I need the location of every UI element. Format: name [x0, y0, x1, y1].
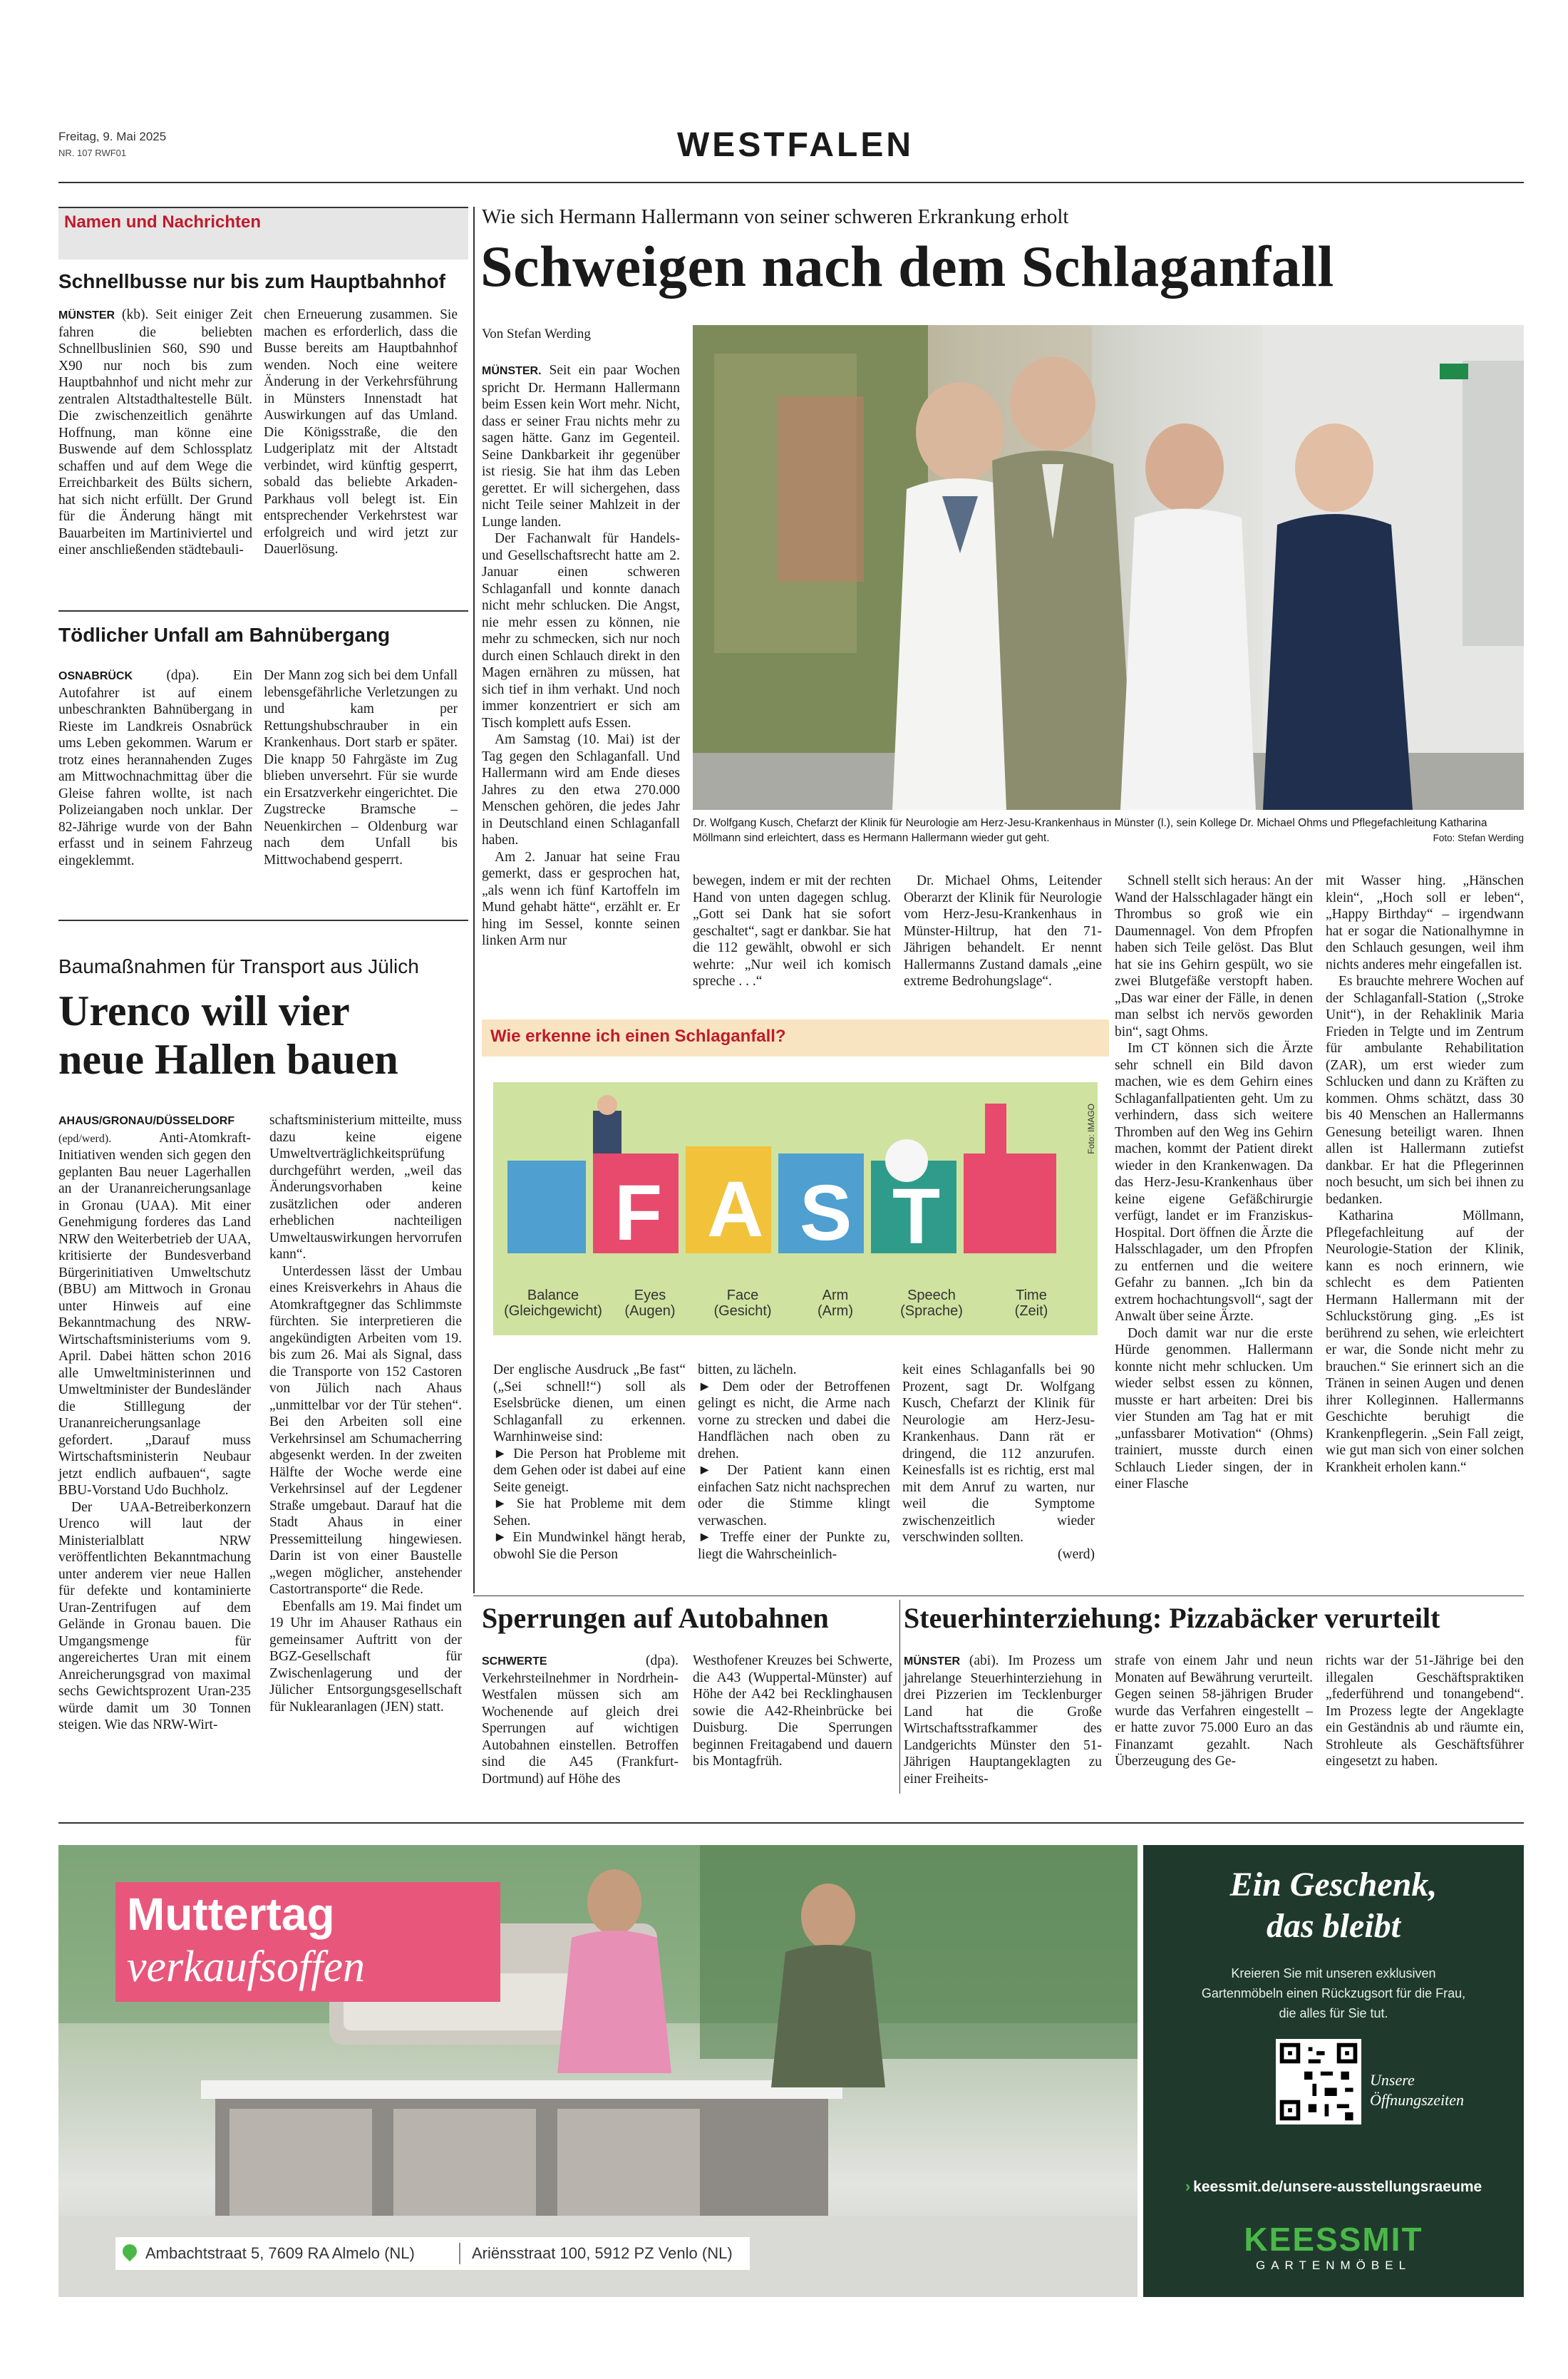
infobox [482, 1019, 1109, 1590]
pizza-text3: richts war der 51-Jährige bei den illegalen Geschäftspraktiken „federführend und tonangebend“. Im Prozess legte der Angeklagte ein Geständnis ab und räumte ein, Strohleute als Geschäftsführer eingesetzt zu haben. [1326, 1653, 1524, 1769]
bullet-icon: ► [698, 1530, 712, 1545]
urenco-agency: (epd/werd). [58, 1132, 112, 1145]
fast-label-time [985, 1288, 1078, 1319]
autobahn-text1: Verkehrsteilnehmer in Nordrhein-Westfalen müssen sich am Wochenende auf gleich drei Sperrungen auf wichtigen Autobahnen einstellen. Betroffen sind die A45 (Frankfurt-Dortmund) auf Höhe des [482, 1670, 679, 1787]
pizza-agency: (abi). [969, 1653, 999, 1668]
lead-text4: mit Wasser hing. „Hänschen klein“, „Hoch soll er leben“, „Happy Birthday“ – irgendwann hat er sogar die Nationalhymne in den Schlauch gesungen, weil ihm nichts anderes mehr eingefallen ist. [1326, 873, 1524, 972]
lead-text3b: Im CT können sich die Ärzte sehr schnell ein Bild davon machen, wie es dem Gehirn eines Schlaganfallpatienten geht. Um zu verhindern, dass sich weitere Thromben auf den Weg ins Gehirn machen, kommt der Patient direkt wieder in den Krankenwagen. Da das Herz-Jesu-Krankenhaus über keine eigene Gefäßchirurgie verfügt, landet er im Franziskus-Hospital. Dort öffnen die Ärzte die Halsschlagader, um den Pfropfen zu entfernen und die weitere Gefahr zu bannen. „Ich bin da extrem hochachtungsvoll“, sagt der Anwalt über seine Ärzte. [1115, 1041, 1313, 1324]
urenco-text1: Anti-Atomkraft-Initiativen wenden sich gegen den geplanten Bau neuer Lagerhallen an der Urananreicherungsanlage in Gronau (UAA). Mit einer Genehmigung forderes das Land NRW den Weiterbetrieb der UAA, kritisierte der Bundesverband Bürgerinitiativen Umweltschutz (BBU) am Mittwoch in Gronau unter Hinweis auf eine Bekanntmachung des NRW-Wirtschaftsministeriums vom 9. April. Dabei hätten schon 2016 alle Umweltministerinnen und Umweltminister der Bundesländer die Stilllegung der Urananreicherungsanlage gefordert. „Darauf muss Wirtschaftsministerin Neubaur jetzt endlich aufbauen“, sagte BBU-Vorstand Udo Buchholz. [58, 1130, 251, 1498]
lead-headline: Schweigen nach dem Schlaganfall [480, 234, 1334, 299]
ad-qr-label: Unsere Öffnungszeiten [1370, 2071, 1464, 2109]
urenco-headline-2: neue Hallen bauen [58, 1036, 398, 1083]
urenco-kicker: Baumaßnahmen für Transport aus Jülich [58, 955, 419, 977]
ad-link[interactable] [1143, 2177, 1524, 2196]
story1-col2 [264, 307, 458, 558]
fast-label-speech-en: Speech [907, 1288, 956, 1303]
infobox-col3 [902, 1362, 1095, 1563]
infobox-signature: (werd) [1058, 1546, 1095, 1562]
ad-headline-2: das bleibt [1267, 1907, 1401, 1945]
story2-dateline: OSNABRÜCK [58, 670, 133, 682]
autobahn-text2: Westhofener Kreuzes bei Schwerte, die A43 (Wuppertal-Münster) auf Höhe der A42 bei Recklinghausen sowie die A42-Rheinbrücke bei Duisburg. Die Sperrungen beginnen Freitagabend und dauern bis Montagfrüh. [693, 1653, 892, 1769]
story2-col2 [264, 667, 458, 868]
lead-text0: Seit ein paar Wochen spricht Dr. Hermann Hallermann beim Essen kein Wort mehr. Nicht, dass er seiner Frau nichts mehr zu sagen hätte. Ganz im Gegenteil. Seine Dankbarkeit ihr gegenüber ist riesig. Sie hat ihm das Leben gerettet. Er will sichergehen, dass nicht Teile seiner Mahlzeit in der Lunge landen. [482, 363, 681, 530]
story1-text2: chen Erneuerung zusammen. Sie machen es erforderlich, dass die Busse bereits am Hauptbahnhof wenden. Noch eine weitere Änderung in der Verkehrsführung in Münsters Innenstadt hat Auswirkungen auf das Umland. Die Königsstraße, die den Ludgeriplatz mit der Altstadt verbindet, wird künftig gesperrt, sobald das beliebte Arkaden-Parkhaus voll belegt ist. Ein entsprechender Verkehrstest war erfolgreich und wird jetzt zur Dauerlösung. [264, 307, 458, 557]
lead-text3: Schnell stellt sich heraus: An der Wand der Halsschlagader hängt ein Thrombus so groß wie ein Daumennagel. Von dem Pfropfen haben sich Teile gelöst. Das Blut hat sie ins Gehirn gespült, wo sie zwei Blutgefäße verstopft haben. „Das war einer der Fälle, in denen man selbst ich nervös geworden bin“, sagt Ohms. [1115, 873, 1313, 1039]
pizza-text2: strafe von einem Jahr und neun Monaten auf Bewährung verurteilt. Gegen seinen 58-jährigen Bruder wurde das Verfahren eingestellt – er hatte zuvor 75.000 Euro an das Finanzamt gezahlt. Nach Überzeugung des Ge- [1115, 1653, 1313, 1769]
story2-col1 [58, 667, 252, 869]
bullet-icon: ► [493, 1496, 507, 1511]
fast-graphic [493, 1082, 1098, 1335]
urenco-dateline: AHAUS/GRONAU/DÜSSELDORF [58, 1115, 235, 1127]
lead-col3 [1115, 873, 1313, 1493]
pizza-col2 [1115, 1653, 1313, 1770]
ad-link-text: keessmit.de/unsere-ausstellungsraeume [1193, 2179, 1482, 2195]
fast-label-time-de: (Zeit) [1014, 1303, 1048, 1319]
fast-label-arm [793, 1288, 878, 1319]
issue-number: NR. 107 RWF01 [58, 148, 127, 158]
fast-label-face [700, 1288, 785, 1319]
story2-agency: (dpa). [166, 668, 200, 683]
infobox-col2 [698, 1362, 890, 1563]
bullet-icon: ► [493, 1446, 507, 1461]
location-pin-icon [120, 2241, 140, 2261]
autobahn-dateline: SCHWERTE [482, 1655, 547, 1668]
story1-headline: Schnellbusse nur bis zum Hauptbahnhof [58, 270, 445, 292]
infobox-title: Wie erkenne ich einen Schlaganfall? [490, 1027, 786, 1046]
lead-col2 [904, 873, 1102, 990]
fast-letter-a: A [707, 1166, 764, 1253]
lead-text0b: Der Fachanwalt für Handels- und Gesellschaftsrecht hatte am 2. Januar einen schweren Schlaganfall und konnte danach nicht mehr schlucken. Die Angst, nie mehr essen zu können, nie mehr zu schmecken, sich nur noch durch einen Schlauch direkt in den Magen ernähren zu müssen, hat sich tief in ihm verhakt. Und noch immer konzentriert er sich am Tisch komplett aufs Essen. [482, 531, 680, 731]
ad-badge-line1: Muttertag [127, 1889, 335, 1940]
fast-label-eyes-de: (Augen) [624, 1303, 676, 1319]
lead-col4 [1326, 873, 1524, 1476]
lead-text3c: Doch damit war nur die erste Hürde genommen. Hallermann konnte nicht mehr schlucken. Um wieder selbst essen zu können, musste er hart arbeiten: Drei bis vier Stunden am Tag hat er mit „unfassbarer Motivation“ (Ohms) trainiert, musste durch einen Schlauch Lieder singen, der in einer Flasche [1115, 1325, 1313, 1491]
ad-rule [58, 1822, 1524, 1824]
infobox-text3: keit eines Schlaganfalls bei 90 Prozent, sagt Dr. Wolfgang Kusch, Chefarzt der Klinik für Neurologie am Herz-Jesu-Krankenhaus. Dann rät er dringend, die 112 anzurufen. Keinesfalls ist es richtig, erst mal mit dem Anruf zu warten, nur weil die Symptome zwischenzeitlich wieder verschwinden sollten. [902, 1362, 1095, 1545]
pizza-dateline: MÜNSTER [904, 1655, 961, 1668]
urenco-text2c: Ebenfalls am 19. Mai findet um 19 Uhr im Ahauser Rathaus ein gemeinsamer Auftritt von der BGZ-Gesellschaft für Zwischenlagerung und der Jülicher Entsorgungsgesellschaft für Nuklearanlagen (JEN) statt. [269, 1598, 462, 1715]
ad-body-text: Kreieren Sie mit unseren exklusiven Gartenmöbeln einen Rückzugsort für die Frau, die alles für Sie tut. [1201, 1966, 1466, 2020]
bullet-icon: ► [493, 1530, 507, 1545]
qr-code-icon [1276, 2039, 1361, 2124]
infobox-bullet-6: Treffe einer der Punkte zu, liegt die Wahrscheinlich- [698, 1530, 890, 1562]
infobox-title-bar [482, 1019, 1109, 1057]
ad-address-2: Ariënsstraat 100, 5912 PZ Venlo (NL) [472, 2244, 733, 2262]
fast-label-balance [503, 1288, 603, 1319]
bullet-icon: ► [698, 1379, 712, 1394]
ad-badge-line2: verkaufsoffen [127, 1943, 366, 1991]
pizza-col1 [904, 1653, 1102, 1787]
urenco-text2b: Unterdessen lässt der Umbau eines Kreisverkehrs in Ahaus die Atomkraftgegner das Schlimmste fürchten. Sie interpretieren die angekündigten Arbeiten vom 19. bis zum 26. Mai als Signal, dass die Transporte von 152 Castoren von Jülich nach Ahaus „unmittelbar vor der Tür stehen“. Bei den Arbeiten soll eine Verkehrsinsel am Schumacherring abgesenkt werden. In der zweiten Hälfte der Woche werde eine Verkehrsinsel auf der Legdener Straße umgebaut. Darauf hat die Stadt Ahaus in einer Pressemitteilung hingewiesen. Darin ist von einer Baustelle „wegen möglicher, anstehender Castortransporte“ die Rede. [269, 1263, 462, 1597]
lead-text2: Dr. Michael Ohms, Leitender Oberarzt der Klinik für Neurologie vom Herz-Jesu-Krankenhaus in Münster-Hiltrup, hat den 71-Jährigen behandelt. Er nennt Hallermanns Zustand damals „eine extreme Bedrohungslage“. [904, 873, 1102, 989]
pizza-col3 [1326, 1653, 1524, 1770]
ad-panel [1143, 1845, 1524, 2297]
fast-label-balance-en: Balance [527, 1288, 579, 1303]
lead-col1 [693, 873, 891, 990]
story1-text1: Seit einiger Zeit fahren die beliebten Schnellbuslinien S60, S90 und X90 nur noch bis zum Hauptbahnhof und nicht mehr zur zentralen Altstadthaltestelle Bült. Die zwischenzeitlich genährte Hoffnung, man könne eine Buswende auf dem Schlossplatz schaffen und auf dem Wege die Erreichbarkeit des Bülts sichern, hat sich nicht erfüllt. Der Grund für die Änderung hängt mit Bauarbeiten im Martiniviertel und einer anschließenden städtebauli- [58, 307, 252, 558]
lead-text4c: Katharina Möllmann, Pflegefachleitung auf der Neurologie-Station der Klinik, kann es noch erinnern, wie schlecht es dem Patienten Hermann Hallermann mit der Schluckstörung ging. „Es ist berührend zu sehen, wie erleichtert er war, die Sonde nicht mehr zu brauchen.“ Sie erinnert sich an die Tränen in seinen Augen und denen ihrer Kolleginnen. Hallermanns Geschichte beruhigt die Krankenpflegerin. „Sein Fall zeigt, wie gut man sich von einer solchen Krankheit erholen kann.“ [1326, 1208, 1524, 1475]
ad-photo [58, 1845, 1138, 2297]
fast-label-time-en: Time [1016, 1288, 1047, 1303]
story2-text1: Ein Autofahrer ist auf einem unbeschrankten Bahnübergang in Rieste im Landkreis Osnabrück ums Leben gekommen. Warum er trotz eines herannahenden Zuges am Mittwochnachmittag über die Gleise fahren wollte, ist nach Polizeiangaben noch unklar. Der 82-Jährige wurde von der Bahn erfasst und in seinem Fahrzeug eingeklemmt. [58, 668, 252, 868]
section-title: WESTFALEN [677, 126, 914, 164]
fast-label-speech-de: (Sprache) [900, 1303, 963, 1319]
qr-code[interactable] [1276, 2039, 1361, 2124]
fast-letter-f: F [614, 1169, 663, 1257]
autobahn-col2 [693, 1653, 892, 1770]
story1-agency: (kb). [122, 307, 149, 322]
photo-illustration [693, 325, 1524, 810]
autobahn-headline: Sperrungen auf Autobahnen [482, 1602, 829, 1634]
fast-label-arm-de: (Arm) [817, 1303, 853, 1319]
fast-letter-t: T [892, 1173, 941, 1260]
pizza-text1: Im Prozess um jahrelange Steuerhinterziehung in drei Pizzerien im Tecklenburger Land hat die Große Wirtschaftsstrafkammer des Landgerichts Münster den 51-Jährigen Hauptangeklagten zu einer Freiheits- [904, 1653, 1103, 1787]
lead-photo-caption: Dr. Wolfgang Kusch, Chefarzt der Klinik für Neurologie am Herz-Jesu-Krankenhaus in Münster (l.), sein Kollege Dr. Michael Ohms und Pflegefachleitung Katharina Möllmann sind erleichtert, dass es Hermann Hallermann wieder gut geht. [693, 817, 1487, 844]
fast-label-eyes [607, 1288, 693, 1319]
infobox-text2: bitten, zu lächeln. [698, 1362, 797, 1377]
story2-headline: Tödlicher Unfall am Bahnübergang [58, 624, 391, 646]
lead-photo-credit: Foto: Stefan Werding [1433, 833, 1524, 843]
ad-headline-1: Ein Geschenk, [1229, 1866, 1438, 1903]
lead-dateline: MÜNSTER. [482, 365, 542, 377]
infobox-photo-credit: Foto: IMAGO [1086, 1104, 1096, 1154]
infobox-bullet-3: Ein Mundwinkel hängt herab, obwohl Sie die Person [493, 1530, 686, 1562]
infobox-bullet-4: Dem oder der Betroffenen gelingt es nicht, die Arme nach vorne zu strecken und dabei die Handflächen nach oben zu drehen. [698, 1379, 890, 1461]
sidebar-title: Namen und Nachrichten [64, 212, 262, 232]
address-separator [459, 2243, 460, 2264]
bullet-icon: ► [698, 1463, 712, 1478]
story1-col1 [58, 307, 252, 559]
infobox-bullet-2: Sie hat Probleme mit dem Sehen. [493, 1496, 686, 1528]
sidebar-title-box [58, 207, 468, 260]
urenco-col2 [269, 1112, 462, 1715]
ad-brand: KEESSMIT [1244, 2221, 1423, 2258]
story1-dateline: MÜNSTER [58, 309, 115, 322]
lead-text4b: Es brauchte mehrere Wochen auf der Schlaganfall-Station („Stroke Unit“), in der Rehaklinik Maria Frieden in Telgte und im Zentrum für ambulante Rehabilitation (ZAR), um erst wieder zum Schlucken und dann zu Kräften zu kommen. Ohms schätzt, dass 30 bis 40 Menschen an Hallermanns Genesung beteiligt waren. Ihnen allen ist Hallermann zutiefst dankbar. Er hat die Pflegerinnen noch besucht, um sich bei ihnen zu bedanken. [1326, 974, 1524, 1207]
header-rule [58, 182, 1524, 183]
infobox-bullet-1: Die Person hat Probleme mit dem Gehen oder ist dabei auf eine Seite geneigt. [493, 1446, 686, 1495]
urenco-headline-1: Urenco will vier [58, 987, 350, 1034]
lead-kicker: Wie sich Hermann Hallermann von seiner schweren Erkrankung erholt [482, 205, 1069, 228]
infobox-text1: Der englische Ausdruck „Be fast“ („Sei schnell!“) soll als Eselsbrücke dienen, um einen Schlaganfall zu erkennen. Warnhinweise sind: [493, 1362, 686, 1444]
infobox-col1 [493, 1362, 686, 1563]
lead-text0d: Am 2. Januar hat seine Frau gemerkt, dass er gesprochen hat, „als wenn ich fünf Kartoffeln im Mund gehabt hätte“, erzählt er. Er hing im Sessel, konnte seinen linken Arm nur [482, 849, 680, 948]
ad-badge [115, 1882, 500, 2002]
fast-letter-s: S [800, 1169, 852, 1257]
ad-brand-sub: GARTENMÖBEL [1255, 2259, 1412, 2272]
story2-rule [58, 920, 468, 921]
fast-label-speech [885, 1288, 978, 1319]
fast-label-face-en: Face [726, 1288, 759, 1303]
urenco-text1b: Der UAA-Betreiberkonzern Urenco will laut der Ministerialblatt NRW veröffentlichten Bekanntmachung unter anderem vier neue Hallen für defekte und kontaminierte Uran-Zentrifugen auf dem Gelände in Gronau bauen. Die Umgangsmenge für angereichertes Uran mit einem Anreicherungsgrad von maximal sechs Gewichtsprozent Uran-235 würde damit um 30 Tonnen steigen. Wie das NRW-Wirt- [58, 1499, 251, 1732]
lead-col0 [482, 362, 680, 950]
urenco-col1 [58, 1112, 251, 1734]
lead-byline: Von Stefan Werding [482, 327, 591, 341]
column-divider [473, 207, 475, 1593]
issue-date: Freitag, 9. Mai 2025 [58, 130, 167, 143]
ad-address-bar [115, 2237, 750, 2270]
story2-text2: Der Mann zog sich bei dem Unfall lebensgefährliche Verletzungen zu und kam per Rettungshubschrauber in ein Krankenhaus. Dort starb er später. Die knapp 50 Fahrgäste im Zug blieben unversehrt. Für sie wurde ein Ersatzverkehr eingerichtet. Die Zugstrecke Bramsche – Neuenkirchen – Oldenburg war nach dem Unfall bis Mittwochabend gesperrt. [264, 668, 458, 868]
fast-label-balance-de: (Gleichgewicht) [504, 1303, 602, 1319]
lead-text0c: Am Samstag (10. Mai) ist der Tag gegen den Schlaganfall. Und Hallermann wird am Ende dieses Jahres zu den etwa 270.000 Menschen gehören, die jedes Jahr in Deutschland einen Schlaganfall haben. [482, 732, 680, 848]
urenco-text2: schaftsministerium mitteilte, muss dazu keine eigene Umweltverträglichkeitsprüfung durchgeführt werden, „weil das Änderungsvorhaben keine zusätzlichen oder anderen erheblichen nachteiligen Umweltauswirkungen hervorrufen kann“. [269, 1113, 462, 1262]
story1-rule [58, 610, 468, 612]
infobox-bullet-5: Der Patient kann einen einfachen Satz nicht nachsprechen oder die Stimme klingt verwaschen. [698, 1463, 890, 1528]
lead-photo [693, 325, 1524, 810]
autobahn-col1 [482, 1653, 679, 1787]
lead-text1: bewegen, indem er mit der rechten Hand von unten dagegen schlug. „Gott sei Dank hat sie sofort geschaltet“, sagt er dankbar. Sie hat die 112 gewählt, obwohl er sich wehrte: „Nur weil ich komisch spreche . . .“ [693, 873, 891, 989]
fast-label-face-de: (Gesicht) [713, 1303, 772, 1319]
autobahn-divider [899, 1600, 900, 1794]
autobahn-agency: (dpa). [645, 1653, 679, 1668]
fast-label-eyes-en: Eyes [634, 1288, 666, 1303]
fast-label-arm-en: Arm [822, 1288, 849, 1303]
pizza-headline: Steuerhinterziehung: Pizzabäcker verurteilt [904, 1602, 1440, 1634]
chevron-right-icon: › [1185, 2177, 1191, 2195]
ad-address-1: Ambachtstraat 5, 7609 RA Almelo (NL) [145, 2244, 415, 2262]
